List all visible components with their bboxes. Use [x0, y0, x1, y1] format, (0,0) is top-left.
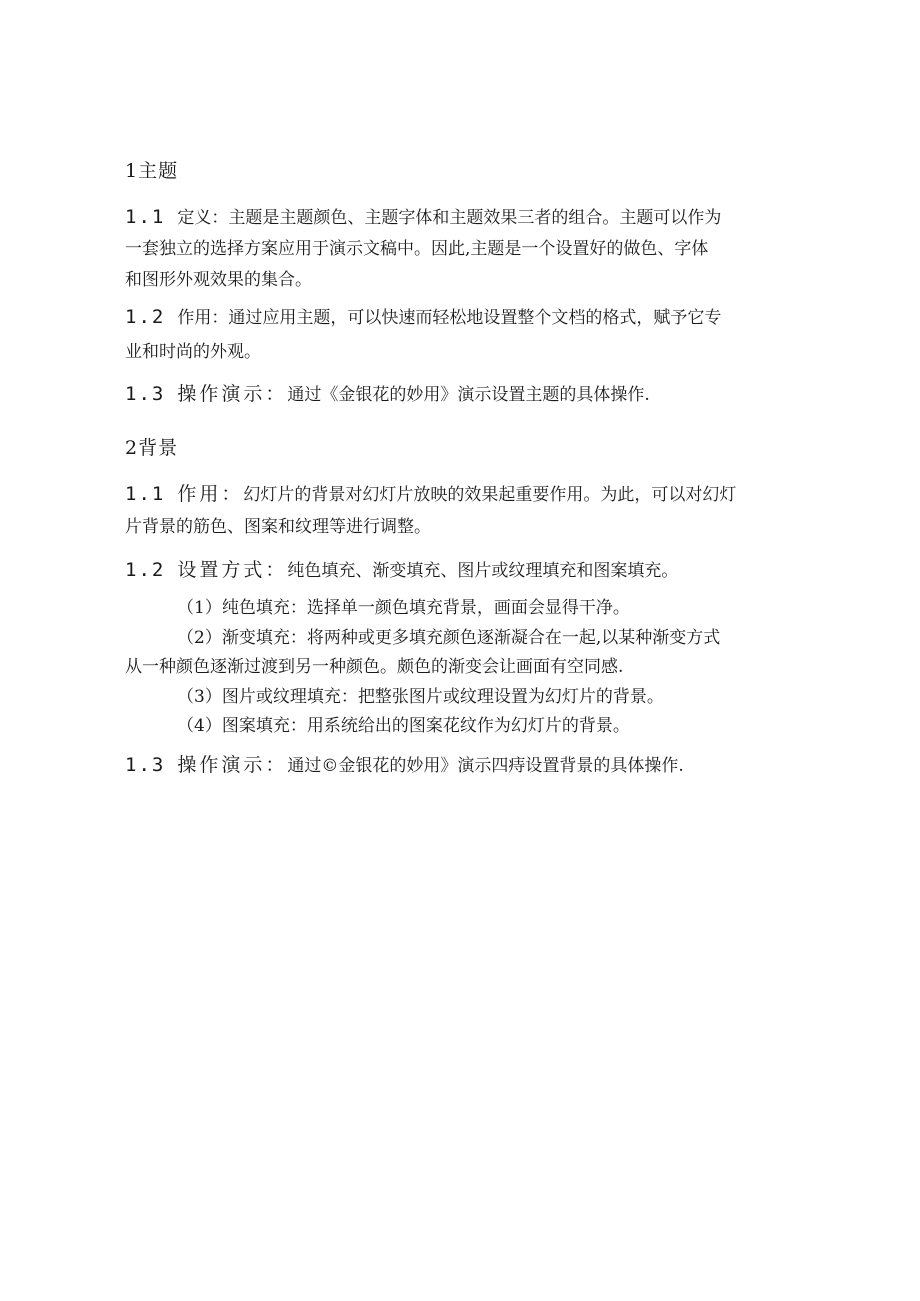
item-text: 通过©金银花的妙用》演示四痔设置背景的具体操作.	[287, 756, 684, 776]
item-number: 1.2	[125, 559, 166, 581]
item-label: 操作演示：	[177, 383, 288, 405]
item-text: 幻灯片的背景对幻灯片放映的效果起重要作用。为此，可以对幻灯	[243, 485, 737, 505]
paragraph-bg-demo	[125, 754, 684, 777]
paragraph-demo	[125, 383, 650, 406]
item-label: 作用：	[177, 308, 229, 328]
item-label: 定义：	[177, 208, 229, 228]
item-number: 1.3	[125, 754, 166, 776]
paragraph-purpose-line2: 业和时尚的外观。	[125, 342, 261, 362]
item-number: 1.1	[125, 206, 166, 228]
sub-item-solid-fill: （1）纯色填充：选择单一颜色填充背景，画面会显得干净。	[177, 598, 630, 618]
item-text: 纯色填充、渐变填充、图片或纹理填充和图案填充。	[287, 561, 679, 581]
paragraph-purpose	[125, 306, 721, 329]
paragraph-definition-line2: 一套独立的选择方案应用于演示文稿中。因此,主题是一个设置好的做色、字体	[125, 239, 709, 259]
item-number: 1.3	[125, 383, 166, 405]
item-text: 通过《金银花的妙用》演示设置主题的具体操作.	[287, 385, 650, 405]
item-number: 1.1	[125, 483, 166, 505]
sub-item-gradient-fill: （2）渐变填充：将两种或更多填充颜色逐渐凝合在一起,以某种渐变方式	[177, 628, 721, 648]
item-number: 1.2	[125, 306, 166, 328]
paragraph-definition	[125, 206, 721, 229]
sub-item-gradient-fill-line2: 从一种颜色逐渐过渡到另一种颜色。颇色的渐变会让画面有空同感.	[125, 657, 624, 677]
item-text: 通过应用主题，可以快速而轻松地设置整个文档的格式，赋予它专	[228, 308, 722, 328]
sub-item-picture-fill: （3）图片或纹理填充：把整张图片或纹理设置为幻灯片的背景。	[177, 687, 664, 707]
item-label: 设置方式：	[177, 559, 288, 581]
paragraph-bg-methods	[125, 559, 678, 582]
sub-item-pattern-fill: （4）图案填充：用系统给出的图案花纹作为幻灯片的背景。	[177, 716, 630, 736]
item-text: 主题是主题颜色、主题字体和主题效果三者的组合。主题可以作为	[228, 208, 722, 228]
item-label: 作用：	[177, 483, 244, 505]
paragraph-bg-purpose-line2: 片背景的筋色、图案和纹理等进行调整。	[125, 517, 431, 537]
paragraph-definition-line3: 和图形外观效果的集合。	[125, 270, 312, 290]
item-label: 操作演示：	[177, 754, 288, 776]
paragraph-bg-purpose	[125, 483, 736, 506]
section-heading-background: 2背景	[125, 437, 179, 459]
section-heading-theme: 1主题	[125, 160, 179, 182]
